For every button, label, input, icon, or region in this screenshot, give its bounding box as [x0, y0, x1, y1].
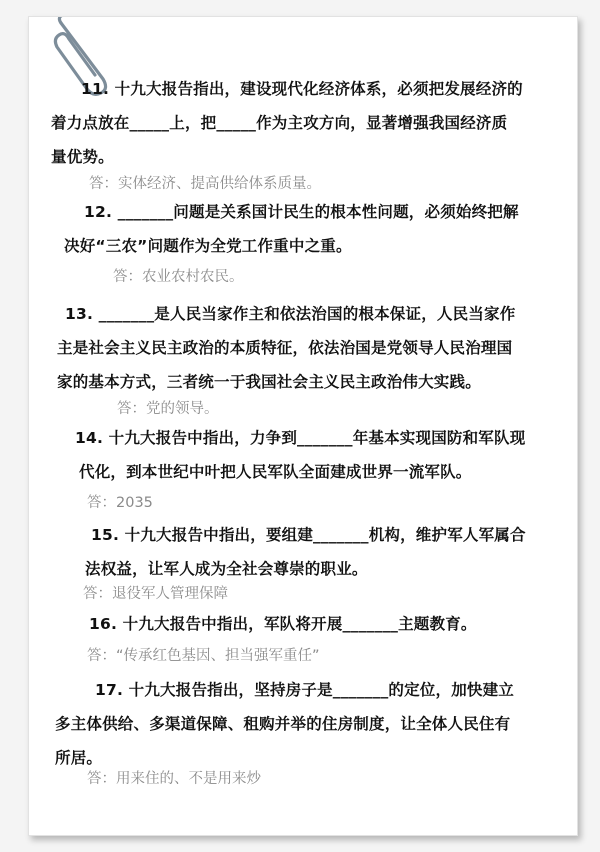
- answer-14: 答：2035: [87, 495, 153, 511]
- document-page: [28, 16, 578, 836]
- question-12: [64, 195, 519, 263]
- answer-12: 答：农业农村农民。: [113, 269, 244, 285]
- question-14: [75, 421, 525, 489]
- question-13: [57, 297, 516, 399]
- question-line: 所居。: [55, 749, 103, 767]
- question-line: 着力点放在_____上，把_____作为主攻方向，显著增强我国经济质: [51, 114, 508, 132]
- answer-16: 答：“传承红色基因、担当强军重任”: [87, 648, 320, 664]
- question-line: 决好“三农”问题作为全党工作重中之重。: [64, 237, 352, 255]
- question-line: 11. 十九大报告指出，建设现代化经济体系，必须把发展经济的: [81, 80, 523, 98]
- question-16: [89, 607, 477, 641]
- answer-15: 答：退役军人管理保障: [83, 586, 228, 602]
- question-line: 17. 十九大报告指出，坚持房子是_______的定位，加快建立: [95, 681, 515, 699]
- question-15: [85, 518, 526, 586]
- question-line: 量优势。: [51, 148, 114, 166]
- answer-17: 答：用来住的、不是用来炒: [87, 771, 261, 787]
- question-line: 16. 十九大报告中指出，军队将开展_______主题教育。: [89, 615, 477, 633]
- question-11: [51, 72, 523, 174]
- question-line: 主是社会主义民主政治的本质特征，依法治国是党领导人民治理国: [57, 339, 513, 357]
- question-line: 家的基本方式，三者统一于我国社会主义民主政治伟大实践。: [57, 373, 481, 391]
- question-line: 14. 十九大报告中指出，力争到_______年基本实现国防和军队现: [75, 429, 526, 447]
- question-line: 多主体供给、多渠道保障、租购并举的住房制度，让全体人民住有: [55, 715, 511, 733]
- question-line: 15. 十九大报告中指出，要组建_______机构，维护军人军属合: [91, 526, 526, 544]
- question-line: 法权益，让军人成为全社会尊崇的职业。: [85, 560, 368, 578]
- answer-11: 答：实体经济、提高供给体系质量。: [89, 176, 321, 192]
- question-line: 12. _______问题是关系国计民生的根本性问题，必须始终把解: [84, 203, 519, 221]
- question-line: 13. _______是人民当家作主和依法治国的根本保证，人民当家作: [65, 305, 516, 323]
- answer-13: 答：党的领导。: [117, 401, 219, 417]
- question-17: [55, 673, 515, 775]
- question-line: 代化，到本世纪中叶把人民军队全面建成世界一流军队。: [79, 463, 472, 481]
